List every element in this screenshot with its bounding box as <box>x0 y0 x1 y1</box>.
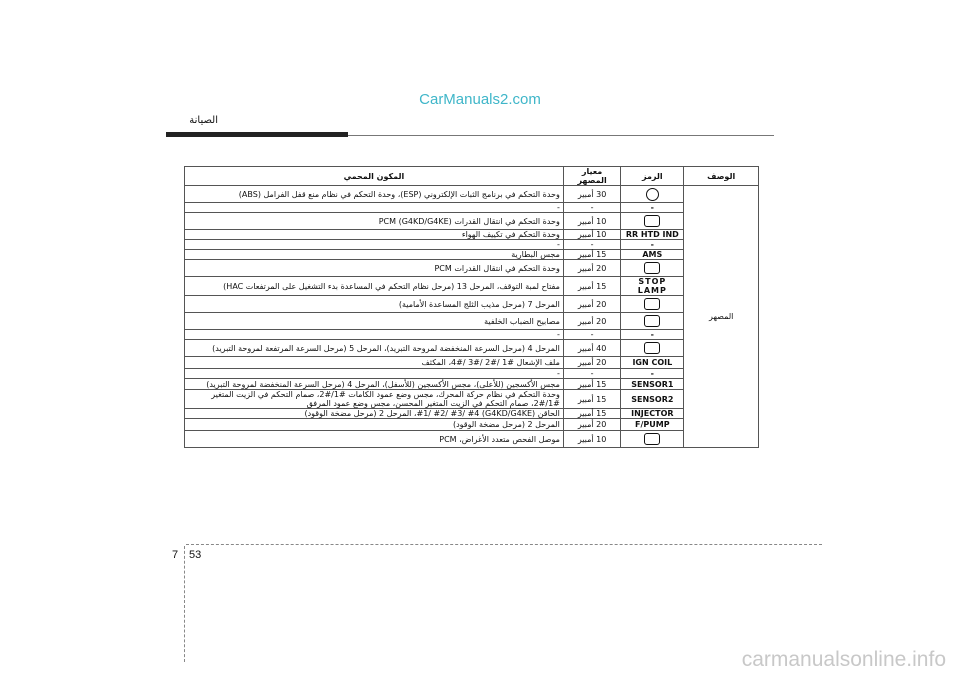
fuse-symbol <box>621 330 684 340</box>
chapter-number: 7 <box>172 549 179 561</box>
footer-divider <box>186 544 822 545</box>
table-row <box>185 213 759 230</box>
table-row <box>185 240 759 250</box>
engine-icon <box>644 262 660 274</box>
fuse-symbol <box>621 213 684 230</box>
fuse-symbol <box>621 431 684 448</box>
fuse-rating: 20 أمبير <box>563 296 620 313</box>
fuse-symbol <box>621 186 684 203</box>
fuse-symbol <box>621 390 684 409</box>
fuse-symbol <box>621 260 684 277</box>
watermark-bottom: carmanualsonline.info <box>741 648 946 671</box>
fuse-symbol <box>621 296 684 313</box>
table-header-row <box>185 167 759 186</box>
table-row <box>185 260 759 277</box>
fuse-symbol <box>621 230 684 240</box>
fuse-circuit: - <box>185 203 564 213</box>
fuse-circuit: وحدة التحكم في انتقال القدرات PCM (G4KD/G4KE) <box>185 213 564 230</box>
fuse-symbol-label: STOP LAMP <box>637 277 667 295</box>
fuse-symbol <box>621 409 684 419</box>
table-row <box>185 186 759 203</box>
fuse-rating: 15 أمبير <box>563 277 620 296</box>
fuse-symbol-label: - <box>650 240 654 249</box>
fuse-rating: 30 أمبير <box>563 186 620 203</box>
fuse-rating: - <box>563 330 620 340</box>
fuse-circuit: - <box>185 240 564 250</box>
fuse-symbol-label: RR HTD IND <box>625 230 679 239</box>
table-row <box>185 250 759 260</box>
fuse-table <box>184 166 759 448</box>
fuse-rating: 20 أمبير <box>563 260 620 277</box>
fan-icon <box>644 342 660 354</box>
footer-vertical-divider <box>184 546 185 662</box>
fuse-circuit: مجس البطارية <box>185 250 564 260</box>
fuse-circuit: مصابيح الضباب الخلفية <box>185 313 564 330</box>
fuse-rating: - <box>563 240 620 250</box>
fuse-symbol-label: IGN COIL <box>632 358 673 367</box>
table-row <box>185 296 759 313</box>
fuse-circuit: - <box>185 369 564 379</box>
fuse-symbol-label: - <box>650 330 654 339</box>
fuse-symbol-label: F/PUMP <box>635 420 670 429</box>
table-row <box>185 330 759 340</box>
fuse-symbol <box>621 277 684 296</box>
fuse-circuit: موصل الفحص متعدد الأغراض، PCM <box>185 431 564 448</box>
header-circuit: المكون المحمي <box>185 167 564 186</box>
fuse-symbol <box>621 340 684 357</box>
fuse-rating: 40 أمبير <box>563 340 620 357</box>
fuse-rating: 15 أمبير <box>563 390 620 409</box>
fuse-symbol <box>621 379 684 390</box>
fuse-circuit: ملف الإشعال #1 /#2 /#3 /#4، المكثف <box>185 357 564 369</box>
table-row <box>185 419 759 431</box>
fuse-symbol-label: INJECTOR <box>631 409 674 418</box>
fuse-symbol <box>621 240 684 250</box>
fuse-circuit: المرحل 7 (مرحل مذيب الثلج المساعدة الأمامية) <box>185 296 564 313</box>
header-rule-bold <box>166 132 348 137</box>
table-body <box>185 186 759 448</box>
header-rating: معيار المصهر <box>563 167 620 186</box>
fuse-circuit: مجس الأكسجين (للأعلى)، مجس الأكسجين (للأسفل)، المرحل 4 (مرحل السرعة المنخفضة لمروحة التبريد) <box>185 379 564 390</box>
fuse-rating: 10 أمبير <box>563 431 620 448</box>
fuse-symbol <box>621 369 684 379</box>
fuse-rating: 15 أمبير <box>563 379 620 390</box>
header-location: الوصف <box>684 167 759 186</box>
defrost-icon <box>644 298 660 310</box>
table-row <box>185 409 759 419</box>
fuse-symbol-label: AMS <box>642 250 663 259</box>
fuse-symbol-label: SENSOR1 <box>631 379 674 389</box>
table-row <box>185 340 759 357</box>
fuse-symbol <box>621 313 684 330</box>
table-row <box>185 313 759 330</box>
table-row <box>185 277 759 296</box>
rear-fog-icon <box>644 315 660 327</box>
fuse-rating: 20 أمبير <box>563 419 620 431</box>
fuse-circuit: وحدة التحكم في برنامج الثبات الإلكتروني (ESP)، وحدة التحكم في نظام منع قفل الفرامل (ABS) <box>185 186 564 203</box>
fuse-circuit: المرحل 4 (مرحل السرعة المنخفضة لمروحة التبريد)، المرحل 5 (مرحل السرعة المرتفعة لمروحة التبريد) <box>185 340 564 357</box>
fuse-rating: 10 أمبير <box>563 213 620 230</box>
table-row <box>185 203 759 213</box>
fuse-symbol-label: - <box>650 203 654 212</box>
fuse-rating: - <box>563 203 620 213</box>
fuse-rating: 20 أمبير <box>563 357 620 369</box>
table-row <box>185 379 759 390</box>
table-row <box>185 230 759 240</box>
table-row <box>185 369 759 379</box>
table-row <box>185 390 759 409</box>
fuse-symbol <box>621 250 684 260</box>
fuse-rating: 10 أمبير <box>563 230 620 240</box>
table-row <box>185 431 759 448</box>
header-symbol: الرمز <box>621 167 684 186</box>
fuse-circuit: الحاقن (G4KD/G4KE) #1/ #2/ #3/ #4، المرحل 2 (مرحل مضخة الوقود) <box>185 409 564 419</box>
fuse-symbol-label: SENSOR2 <box>631 394 674 404</box>
fuse-circuit: المرحل 2 (مرحل مضخة الوقود) <box>185 419 564 431</box>
fuse-symbol <box>621 203 684 213</box>
fuse-symbol <box>621 357 684 369</box>
fuse-circuit: مفتاح لمبة التوقف، المرحل 13 (مرحل نظام التحكم في المساعدة بدء التشغيل على المرتفعات HAC) <box>185 277 564 296</box>
washer-icon <box>644 215 660 227</box>
fuse-rating: - <box>563 369 620 379</box>
fuse-circuit: - <box>185 330 564 340</box>
fuse-circuit: وحدة التحكم في نظام حركة المحرك، مجس وضع عمود الكامات #1/#2، صمام التحكم في الزيت المتغير #1/#2، صمام التحكم في الزيت المتغير المحسن، مجس وضع عمود المرفق <box>185 390 564 409</box>
watermark-top: CarManuals2.com <box>419 91 541 108</box>
fuse-symbol <box>621 419 684 431</box>
fuse-location: المصهر <box>684 186 759 448</box>
table-row <box>185 357 759 369</box>
abs-icon <box>646 188 659 201</box>
fuse-rating: 15 أمبير <box>563 409 620 419</box>
engine-icon <box>644 433 660 445</box>
fuse-rating: 20 أمبير <box>563 313 620 330</box>
fuse-circuit: وحدة التحكم في انتقال القدرات PCM <box>185 260 564 277</box>
page-number: 53 <box>189 549 202 561</box>
fuse-symbol-label: - <box>650 369 654 378</box>
section-title: الصيانة <box>189 115 218 126</box>
fuse-rating: 15 أمبير <box>563 250 620 260</box>
fuse-circuit: وحدة التحكم في تكييف الهواء <box>185 230 564 240</box>
